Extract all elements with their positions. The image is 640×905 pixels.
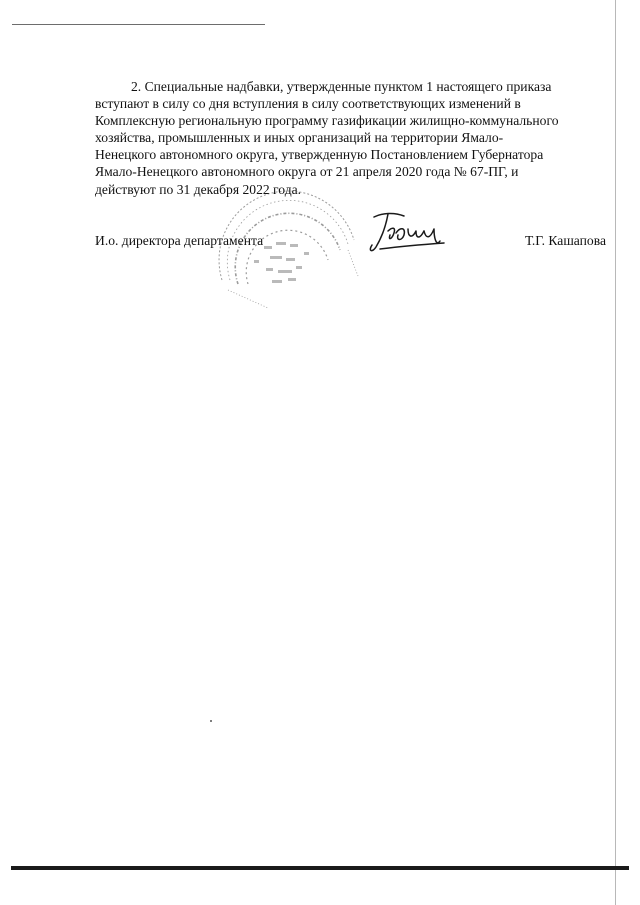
scan-speck <box>210 720 212 722</box>
signature-block <box>95 232 606 250</box>
scan-artifact-top-line <box>12 24 265 25</box>
paragraph-line: Комплексную региональную программу газификации жилищно-коммунального <box>95 113 559 129</box>
scan-artifact-bottom-line <box>11 866 629 870</box>
paragraph-line-last: действуют по 31 декабря 2022 года. <box>95 181 302 197</box>
signatory-name: Т.Г. Кашапова <box>524 233 606 248</box>
paragraph-line: Ямало-Ненецкого автономного округа от 21 апреля 2020 года № 67-ПГ, и <box>95 164 519 180</box>
paragraph-line: хозяйства, промышленных и иных организаций на территории Ямало- <box>95 130 504 146</box>
signatory-position: И.о. директора департамента <box>95 233 264 248</box>
paragraph-line: 2. Специальные надбавки, утвержденные пунктом 1 настоящего приказа <box>131 79 552 94</box>
scan-artifact-right-edge <box>615 0 616 905</box>
paragraph-line: Ненецкого автономного округа, утвержденную Постановлением Губернатора <box>95 147 544 163</box>
paragraph-line: вступают в силу со дня вступления в силу соответствующих изменений в <box>95 96 521 112</box>
